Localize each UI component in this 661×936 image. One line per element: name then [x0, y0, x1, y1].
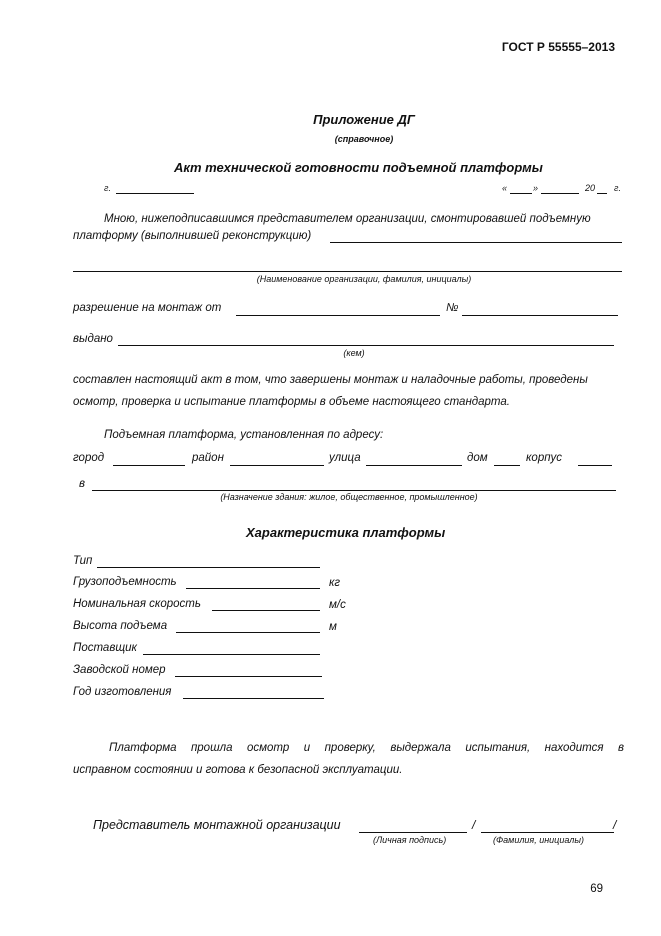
date-open-quote: « — [502, 183, 508, 193]
signature-slash-1: / — [472, 818, 476, 832]
char-label-year: Год изготовления — [73, 686, 172, 698]
building-caption: (Назначение здания: жилое, общественное, промышленное) — [220, 492, 478, 502]
appendix-note: (справочное) — [334, 134, 394, 144]
statement-line-2: осмотр, проверка и испытание платформы в объеме настоящего стандарта. — [73, 396, 510, 408]
signature-field[interactable] — [359, 832, 467, 833]
intro-line-2: платформу (выполнившей реконструкцию) — [73, 230, 312, 242]
month-field[interactable] — [541, 193, 579, 194]
conclusion-line-2: исправном состоянии и готова к безопасной эксплуатации. — [73, 764, 403, 776]
permit-date-field[interactable] — [236, 315, 440, 316]
statement-line-1: составлен настоящий акт в том, что завершены монтаж и наладочные работы, проведены — [73, 374, 588, 386]
name-caption: (Фамилия, инициалы) — [493, 835, 584, 845]
char-field-year[interactable] — [183, 698, 324, 699]
char-label-capacity: Грузоподъемность — [73, 576, 177, 588]
conclusion-line-1: Платформа прошла осмотр и проверку, выдержала испытания, находится в — [109, 742, 624, 754]
year-field[interactable] — [597, 193, 607, 194]
house-label: дом — [467, 452, 488, 464]
year-prefix: 20 — [585, 183, 596, 193]
day-field[interactable] — [510, 193, 532, 194]
char-field-capacity[interactable] — [186, 588, 320, 589]
building-purpose-field[interactable] — [92, 490, 616, 491]
city-prefix: г. — [104, 183, 111, 193]
permit-number-field[interactable] — [462, 315, 618, 316]
city-input[interactable] — [113, 465, 185, 466]
street-label: улица — [329, 452, 361, 464]
block-input[interactable] — [578, 465, 612, 466]
house-input[interactable] — [494, 465, 520, 466]
city-label: город — [73, 452, 105, 464]
signature-slash-2: / — [613, 818, 617, 832]
char-unit-height: м — [329, 621, 337, 633]
char-field-supplier[interactable] — [143, 654, 320, 655]
year-suffix: г. — [614, 183, 621, 193]
intro-line-1: Мною, нижеподписавшимся представителем организации, смонтировавшей подъемную — [104, 213, 591, 225]
char-label-serial: Заводской номер — [73, 664, 166, 676]
page-number: 69 — [590, 883, 603, 895]
organization-field-continued[interactable] — [73, 271, 622, 272]
issued-caption: (кем) — [343, 348, 365, 358]
permit-number-label: № — [446, 302, 459, 314]
organization-field[interactable] — [330, 242, 622, 243]
char-label-supplier: Поставщик — [73, 642, 137, 654]
building-in-label: в — [79, 478, 86, 490]
char-unit-speed: м/с — [329, 599, 346, 611]
city-field[interactable] — [116, 193, 194, 194]
signature-label: Представитель монтажной организации — [93, 818, 341, 832]
organization-caption: (Наименование организации, фамилия, инициалы) — [256, 274, 472, 284]
char-field-height[interactable] — [176, 632, 320, 633]
char-unit-capacity: кг — [329, 577, 341, 589]
issued-by-field[interactable] — [118, 345, 614, 346]
issued-label: выдано — [73, 333, 113, 345]
district-input[interactable] — [230, 465, 324, 466]
district-label: район — [192, 452, 224, 464]
char-label-type: Тип — [73, 555, 93, 567]
appendix-title: Приложение ДГ — [313, 112, 415, 127]
char-field-serial[interactable] — [175, 676, 322, 677]
address-intro: Подъемная платформа, установленная по адресу: — [104, 429, 384, 441]
street-input[interactable] — [366, 465, 462, 466]
standard-code: ГОСТ Р 55555–2013 — [501, 40, 615, 54]
char-field-speed[interactable] — [212, 610, 320, 611]
signature-caption: (Личная подпись) — [373, 835, 447, 845]
char-label-height: Высота подъема — [73, 620, 168, 632]
block-label: корпус — [526, 452, 563, 464]
act-title: Акт технической готовности подъемной платформы — [174, 160, 543, 175]
signature-name-field[interactable] — [481, 832, 614, 833]
characteristics-title: Характеристика платформы — [246, 525, 446, 540]
permit-label: разрешение на монтаж от — [73, 302, 222, 314]
char-field-type[interactable] — [97, 567, 320, 568]
date-close-quote: » — [533, 183, 539, 193]
char-label-speed: Номинальная скорость — [73, 598, 201, 610]
